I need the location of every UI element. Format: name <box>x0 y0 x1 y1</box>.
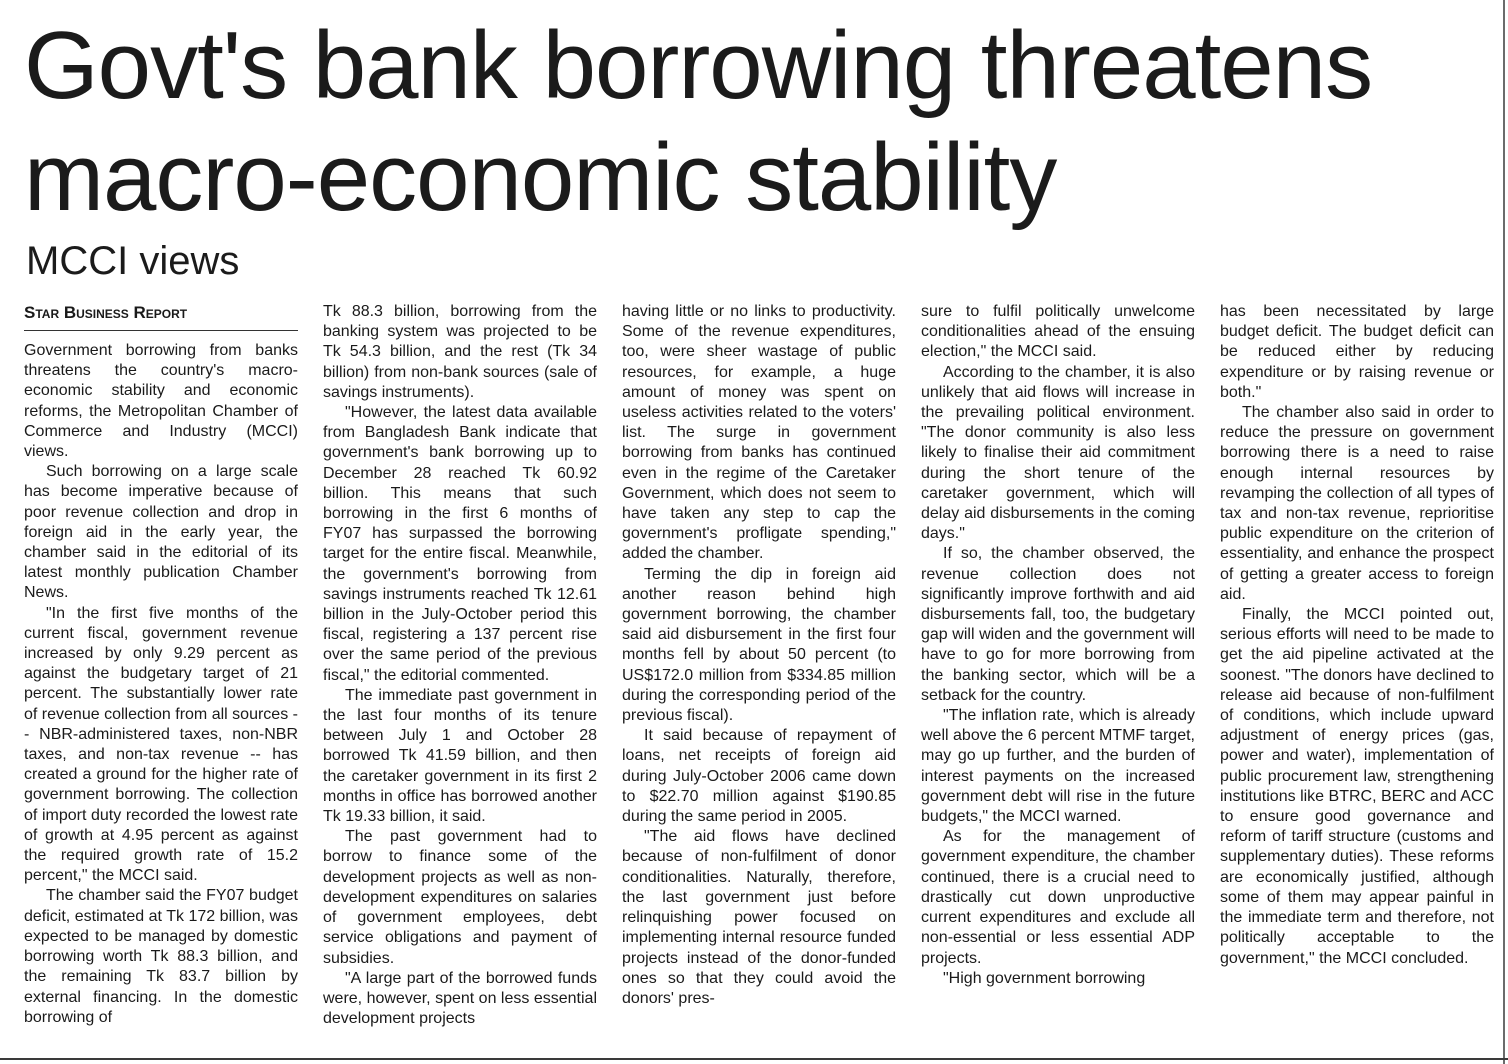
paragraph: "A large part of the borrowed funds were, however, spent on less essential development projects <box>323 969 597 1028</box>
paragraph: The chamber said the FY07 budget deficit, estimated at Tk 172 billion, was expected to be managed by domestic borrowing worth Tk 88.3 billion, and the remaining Tk 83.7 billion by external financing. In the domestic borrowing of <box>24 887 298 1026</box>
article-column-1 <box>24 302 298 1052</box>
byline: Star Business Report <box>24 302 298 331</box>
paragraph: The chamber also said in order to reduce the pressure on government borrowing there is a need to raise enough internal resources by revamping the collection of all types of tax and non-tax revenue, reprioritise public expenditure on the criterion of essentiality, and enhance the prospect of getting a greater access to foreign aid. <box>1220 404 1494 603</box>
paragraph: "In the first five months of the current fiscal, government revenue increased by only 9.29 percent as against the budgetary target of 21 percent. The substantially lower rate of revenue collection from all sources -- NBR-administered taxes, non-NBR taxes, and non-tax revenue -- has created a ground for the higher rate of government borrowing. The collection of import duty recorded the lowest rate of growth at 4.95 percent as against the required growth rate of 15.2 percent," the MCCI said. <box>24 604 298 885</box>
article-column-3 <box>622 302 896 1052</box>
paragraph: As for the management of government expenditure, the chamber continued, there is a crucial need to drastically cut down unproductive current expenditures and exclude all non-essential or less essential ADP projects. <box>921 828 1195 967</box>
paragraph: The past government had to borrow to finance some of the development projects as well as non-development expenditures on salaries of government employees, debt service obligations and payment of subsidies. <box>323 828 597 967</box>
article-column-5 <box>1220 302 1494 1052</box>
paragraph: Such borrowing on a large scale has become imperative because of poor revenue collection and drop in foreign aid in the early year, the chamber said in the editorial of its latest monthly publication Chamber News. <box>24 463 298 602</box>
article-subhead: MCCI views <box>26 239 240 283</box>
paragraph: If so, the chamber observed, the revenue collection does not significantly improve forthwith and aid disbursements fall, too, the budgetary gap will widen and the government will have to go for more borrowing from the banking sector, which will be a setback for the country. <box>921 545 1195 704</box>
paragraph: having little or no links to productivity. Some of the revenue expenditures, too, were sheer wastage of public resources, for example, a huge amount of money was spent on useless activities related to the voters' list. The surge in government borrowing from banks has continued even in the regime of the Caretaker Government, which does not seem to have taken any step to cap the government's profligate spending," added the chamber. <box>622 303 896 563</box>
paragraph: "High government borrowing <box>943 969 1146 987</box>
paragraph: Tk 88.3 billion, borrowing from the banking system was projected to be Tk 54.3 billion, and the rest (Tk 34 billion) from non-bank sources (sale of savings instruments). <box>323 303 597 401</box>
article-headline: Govt's bank borrowing threatens macro-economic stability <box>24 12 1373 231</box>
paragraph: "The inflation rate, which is already well above the 6 percent MTMF target, may go up further, and the burden of interest payments on the increased government debt will rise in the future budgets," the MCCI warned. <box>921 707 1195 826</box>
paragraph: Finally, the MCCI pointed out, serious efforts will need to be made to get the aid pipeline activated at the soonest. "The donors have declined to release aid because of non-fulfilment of conditions, which include upward adjustment of energy prices (gas, power and water), implementation of public procurement law, strengthening institutions like BTRC, BERC and ACC to ensure good governance and reform of tariff structure (customs and supplementary duties). These reforms are economically justified, although some of them may appear painful in the immediate term and therefore, not politically acceptable to the government," the MCCI concluded. <box>1220 606 1494 967</box>
paragraph: has been necessitated by large budget deficit. The budget deficit can be reduced either by reducing expenditure or by raising revenue or both." <box>1220 303 1494 401</box>
column-rule <box>1503 0 1505 1064</box>
paragraph: "The aid flows have declined because of non-fulfilment of donor conditionalities. Naturally, therefore, the last government just before relinquishing power focused on implementing internal resource funded projects instead of the donor-funded ones so that they could avoid the donors' pres- <box>622 828 896 1007</box>
article-column-4 <box>921 302 1195 1052</box>
paragraph: The immediate past government in the last four months of its tenure between July 1 and October 28 borrowed Tk 41.59 billion, and then the caretaker government in its first 2 months in office has borrowed another Tk 19.33 billion, it said. <box>323 686 597 826</box>
paragraph: Government borrowing from banks threatens the country's macro-economic stability and economic reforms, the Metropolitan Chamber of Commerce and Industry (MCCI) views. <box>24 342 298 461</box>
bottom-rule <box>0 1058 1508 1060</box>
paragraph: According to the chamber, it is also unlikely that aid flows will increase in the prevailing political environment. "The donor community is also less likely to finalise their aid commitment during the short tenure of the caretaker government, which will delay aid disbursements in the coming days." <box>921 363 1195 543</box>
paragraph: "However, the latest data available from Bangladesh Bank indicate that government's bank borrowing up to December 28 reached Tk 60.92 billion. This means that such borrowing in the first 6 months of FY07 has surpassed the borrowing target for the entire fiscal. Meanwhile, the government's borrowing from savings instruments reached Tk 12.61 billion in the July-October period this fiscal, registering a 137 percent rise over the same period of the previous fiscal," the editorial commented. <box>323 404 597 684</box>
paragraph: Terming the dip in foreign aid another reason behind high government borrowing, the chamber said aid disbursement in the first four months fell by about 50 percent (to US$172.0 million from $334.85 million during the corresponding period of the previous fiscal). <box>622 565 896 725</box>
paragraph: sure to fulfil politically unwelcome conditionalities ahead of the ensuing election," the MCCI said. <box>921 303 1195 361</box>
paragraph: It said because of repayment of loans, net receipts of foreign aid during July-October 2006 came down to $22.70 million against $190.85 during the same period in 2005. <box>622 727 896 826</box>
article-column-2 <box>323 302 597 1052</box>
